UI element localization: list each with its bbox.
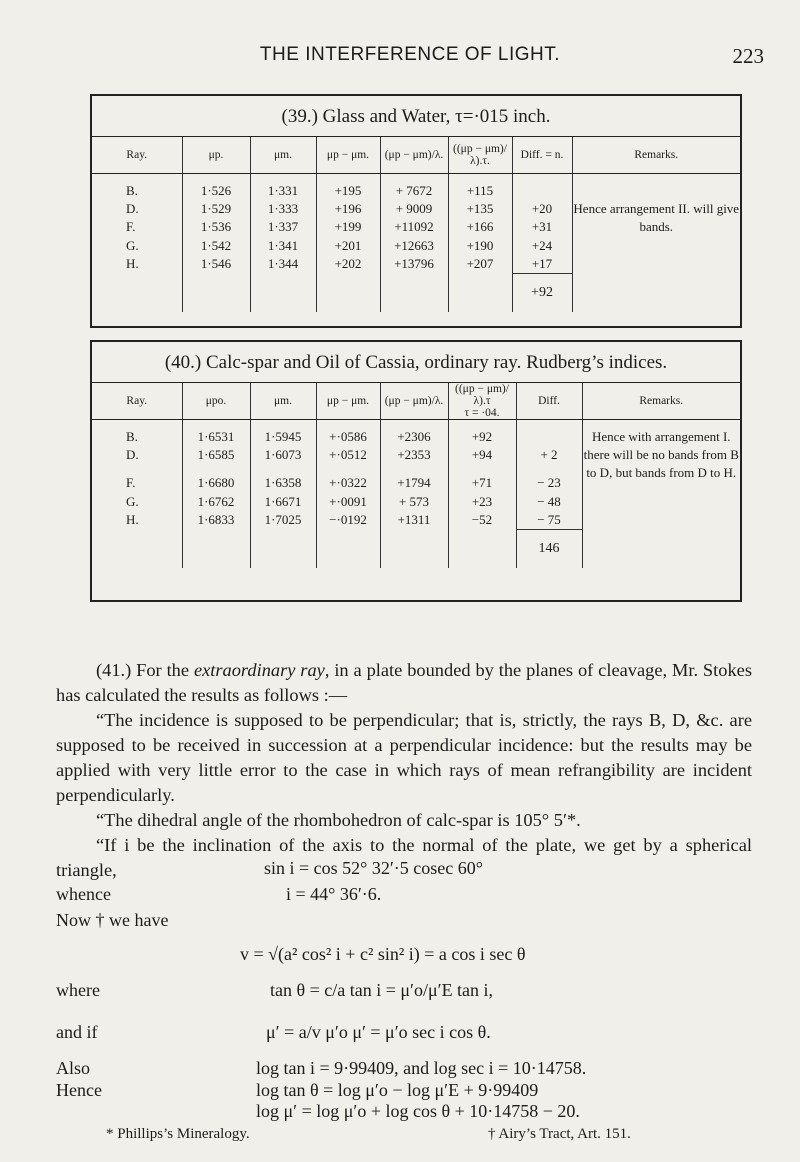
- sum-value: +92: [512, 274, 572, 313]
- body-text: [56, 658, 752, 883]
- cell: +207: [466, 255, 494, 271]
- equation-mu: μ′ = a/v μ′o μ′ = μ′o sec i cos θ.: [266, 1022, 491, 1042]
- cell: H.: [126, 511, 139, 527]
- label-hence: Hence: [56, 1080, 102, 1100]
- cell: +1311: [397, 511, 431, 527]
- cell: +13796: [394, 255, 434, 271]
- cell: − 23: [537, 475, 561, 491]
- column-header: μm.: [250, 383, 316, 420]
- column-header: μp − μm.: [316, 383, 380, 420]
- equation-log-tan-theta: log tan θ = log μ′o − log μ′E + 9·99409: [256, 1080, 539, 1100]
- paragraph-quote-1: “The incidence is supposed to be perpendicular; that is, strictly, the rays B, D, &c. are supposed to be received in succession at a perpendicular incidence: but the results may be applied with very little error to the case in which rays of mean refrangibility are incident perpendicularly.: [56, 710, 752, 805]
- remarks-cell: Hence with arrangement I. there will be no bands from B to D, but bands from D to H.: [583, 429, 739, 481]
- page-number: 223: [732, 44, 764, 68]
- cell: 1·5945: [264, 429, 302, 444]
- column-header: μm.: [250, 137, 316, 174]
- text-run: (41.) For the: [96, 660, 194, 680]
- column-header: Ray.: [92, 137, 182, 174]
- cell: 1·526: [200, 183, 232, 198]
- cell: [513, 182, 572, 200]
- column-header: ((μp − μm)/λ).τ.: [448, 137, 512, 174]
- table-header-row: [92, 137, 740, 174]
- cell: B.: [126, 183, 138, 198]
- cell: + 7672: [395, 183, 433, 198]
- cell: D.: [126, 447, 139, 463]
- cell: − 48: [537, 493, 561, 509]
- cell: F.: [126, 219, 136, 235]
- column-header: μp.: [182, 137, 250, 174]
- cell: H.: [126, 255, 139, 271]
- column-header: (μp − μm)/λ.: [380, 383, 448, 420]
- cell: + 9009: [395, 201, 433, 217]
- sum-row: [92, 530, 740, 569]
- column-header: Diff.: [516, 383, 582, 420]
- table-calcspar-cassia: [90, 340, 742, 602]
- label-now: Now † we have: [56, 910, 169, 930]
- table-caption: (39.) Glass and Water, τ=·015 inch.: [92, 96, 740, 137]
- cell: +·0512: [329, 447, 367, 463]
- cell: + 573: [398, 493, 430, 509]
- cell: +195: [334, 183, 362, 198]
- header-part: τ = ·04.: [464, 407, 500, 419]
- equation-v: v = √(a² cos² i + c² sin² i) = a cos i sec θ: [240, 944, 526, 964]
- cell: +·0586: [329, 429, 367, 444]
- cell: 1·337: [267, 219, 299, 235]
- running-title: THE INTERFERENCE OF LIGHT.: [259, 44, 561, 65]
- equation-i: i = 44° 36′·6.: [286, 884, 382, 904]
- cell: +92: [471, 429, 493, 444]
- remarks-cell: Hence arrangement II. will give bands.: [573, 201, 740, 235]
- label-where: where: [56, 980, 100, 1000]
- table-body: [92, 420, 740, 530]
- sum-value: 146: [516, 530, 582, 569]
- cell: 1·546: [200, 255, 232, 271]
- cell: +·0091: [329, 493, 367, 509]
- column-header: (μp − μm)/λ.: [380, 137, 448, 174]
- cell: D.: [126, 201, 139, 217]
- table-header-row: [92, 383, 740, 420]
- cell: +1794: [397, 475, 431, 491]
- cell: 1·344: [267, 255, 299, 271]
- caption-text: (40.) Calc-spar and Oil of Cassia, ordinary ray. Rudberg’s indices.: [164, 352, 668, 373]
- emphasis-text: extraordinary ray: [193, 660, 325, 680]
- paragraph-quote-2: “The dihedral angle of the rhombohedron of calc-spar is 105° 5′*.: [96, 810, 581, 830]
- cell: +2353: [397, 447, 431, 463]
- cell: +71: [471, 475, 493, 491]
- table-caption: [92, 342, 740, 383]
- cell: −52: [471, 511, 493, 527]
- column-header: Remarks.: [582, 383, 740, 420]
- cell: +17: [531, 255, 553, 271]
- cell: +12663: [394, 237, 434, 253]
- paragraph-quote-3: “If i be the inclination of the axis to the normal of the plate, we get by a spherical triangle,: [56, 835, 752, 880]
- equation-sin-i: sin i = cos 52° 32′·5 cosec 60°: [264, 858, 483, 878]
- text-run: , in a plate bounded by the planes of cleavage, Mr. Stokes has calculated the results as follows :—: [56, 660, 752, 705]
- cell: +11092: [394, 219, 434, 235]
- cell: [517, 428, 582, 446]
- cell: +166: [466, 219, 494, 235]
- header-part: ((μp − μm)/λ).τ: [455, 383, 509, 407]
- cell: 1·6762: [197, 493, 235, 509]
- cell: +115: [466, 183, 494, 198]
- cell: G.: [126, 237, 139, 253]
- column-header: [448, 383, 516, 420]
- cell: 1·333: [267, 201, 299, 217]
- cell: 1·341: [267, 237, 299, 253]
- cell: +24: [531, 237, 553, 253]
- cell: F.: [126, 475, 136, 491]
- column-header: Diff. = n.: [512, 137, 572, 174]
- column-header: μpo.: [182, 383, 250, 420]
- cell: +135: [466, 201, 494, 217]
- cell: 1·6680: [197, 475, 235, 491]
- cell: +·0322: [329, 475, 367, 491]
- cell: +94: [471, 447, 493, 463]
- equation-log-mu: log μ′ = log μ′o + log cos θ + 10·14758 − 20.: [256, 1101, 580, 1121]
- cell: +20: [531, 201, 553, 217]
- cell: 1·6073: [264, 447, 302, 463]
- cell: +190: [466, 237, 494, 253]
- cell: 1·6531: [197, 429, 235, 444]
- cell: +23: [471, 493, 493, 509]
- cell: + 2: [540, 447, 558, 463]
- footnote-phillips: * Phillips’s Mineralogy.: [106, 1126, 250, 1142]
- cell: G.: [126, 493, 139, 509]
- equation-log-tan-i: log tan i = 9·99409, and log sec i = 10·14758.: [256, 1058, 587, 1078]
- cell: +201: [334, 237, 362, 253]
- cell: 1·7025: [264, 511, 302, 527]
- label-and-if: and if: [56, 1022, 98, 1042]
- column-header: μp − μm.: [316, 137, 380, 174]
- equation-tan-theta: tan θ = c/a tan i = μ′o/μ′E tan i,: [270, 980, 494, 1000]
- cell: B.: [126, 429, 138, 444]
- cell: −·0192: [329, 511, 367, 527]
- cell: 1·6585: [197, 447, 235, 463]
- cell: 1·6358: [264, 475, 302, 491]
- label-whence: whence: [56, 884, 111, 904]
- cell: 1·6833: [197, 511, 235, 527]
- cell: 1·331: [267, 183, 299, 198]
- table-body: [92, 174, 740, 274]
- page-header: [80, 44, 764, 70]
- cell: 1·536: [200, 219, 232, 235]
- label-also: Also: [56, 1058, 91, 1078]
- sum-row: [92, 274, 740, 313]
- cell: +202: [334, 255, 362, 271]
- column-header: Remarks.: [572, 137, 740, 174]
- table-glass-water: [90, 94, 742, 328]
- cell: − 75: [537, 511, 561, 527]
- cell: 1·542: [200, 237, 232, 253]
- cell: +199: [334, 219, 362, 235]
- paragraph-41: [56, 658, 752, 708]
- column-header: Ray.: [92, 383, 182, 420]
- cell: 1·529: [200, 201, 232, 217]
- cell: +2306: [397, 429, 431, 444]
- cell: +196: [334, 201, 362, 217]
- footnote-airy: † Airy’s Tract, Art. 151.: [488, 1126, 631, 1142]
- cell: +31: [531, 219, 553, 235]
- cell: 1·6671: [264, 493, 302, 509]
